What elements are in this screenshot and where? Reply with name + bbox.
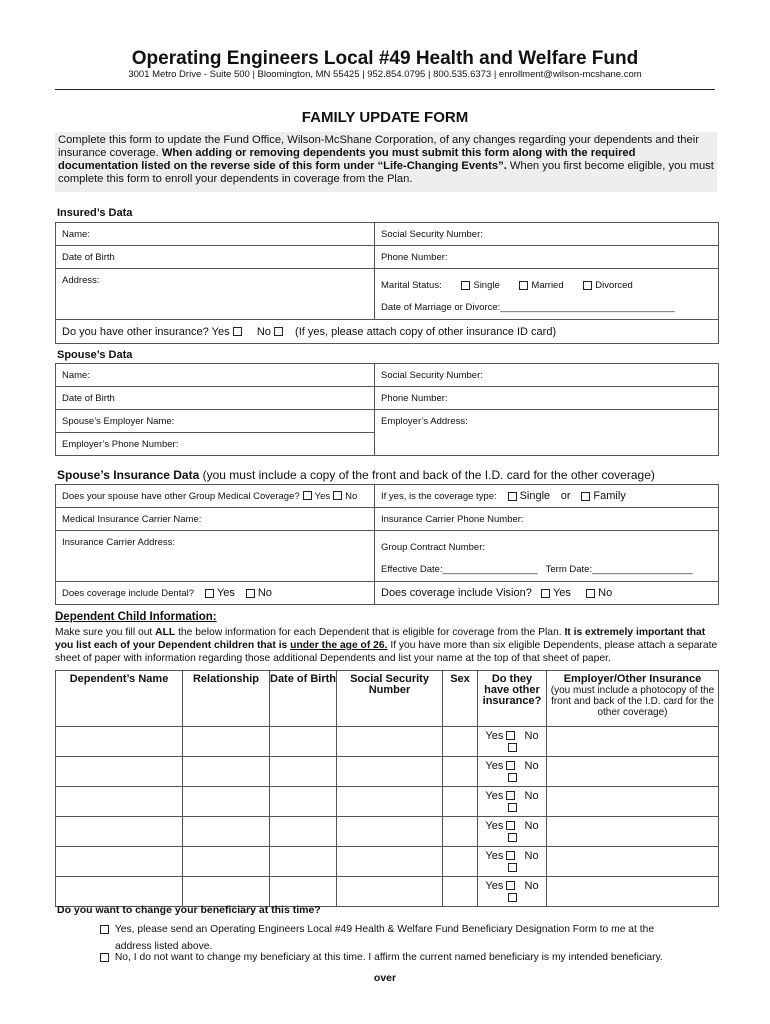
dependent-row (56, 877, 719, 907)
dep-employer-cell[interactable] (547, 727, 719, 757)
dep-ssn-cell[interactable] (337, 757, 443, 787)
insured-heading: Insured’s Data (57, 207, 133, 219)
dep-yes-checkbox[interactable] (506, 821, 515, 830)
fund-address: 3001 Metro Drive - Suite 500 | Bloomington, MN 55425 | 952.854.0795 | 800.535.6373 | enrollment@wilson-mcshane.com (128, 69, 642, 80)
insured-address-field[interactable]: Address: (56, 269, 375, 320)
dep-dob-cell[interactable] (270, 727, 337, 757)
dep-other-ins-cell[interactable]: Yes No (478, 787, 547, 817)
dep-ssn-cell[interactable] (337, 877, 443, 907)
dep-no-checkbox[interactable] (508, 773, 517, 782)
dep-sex-cell[interactable] (443, 877, 478, 907)
intro-bold: When adding or removing dependents you must submit this form along with the required documentation listed on the reverse side of this form under “Life-Changing Events”. (58, 147, 636, 172)
spouse-ssn-field[interactable]: Social Security Number: (375, 364, 719, 387)
spouse-table (55, 363, 719, 456)
beneficiary-yes-option: Yes, please send an Operating Engineers Local #49 Health & Welfare Fund Beneficiary Designation Form to me at the address listed above. (97, 921, 654, 955)
spouse-phone-field[interactable]: Phone Number: (375, 387, 719, 410)
insured-marital-field: Marital Status: Single Married Divorced Date of Marriage or Divorce:_________________________________ (375, 269, 719, 320)
intro-text-1: Complete this form to update the Fund Office, Wilson-McShane Corporation, of any changes regarding your dependents and their insurance coverage. (58, 134, 699, 159)
spouse-name-field[interactable]: Name: (56, 364, 375, 387)
dep-name-cell[interactable] (56, 847, 183, 877)
spouse-employer-field[interactable]: Spouse’s Employer Name: (56, 410, 375, 433)
dependent-row (56, 787, 719, 817)
dep-dob-cell[interactable] (270, 847, 337, 877)
insured-ssn-field[interactable]: Social Security Number: (375, 223, 719, 246)
dep-ssn-cell[interactable] (337, 787, 443, 817)
beneficiary-question: Do you want to change your beneficiary at this time? (57, 904, 321, 916)
other-ins-no-checkbox[interactable] (274, 327, 283, 336)
dep-no-checkbox[interactable] (508, 833, 517, 842)
fund-title: Operating Engineers Local #49 Health and Welfare Fund (131, 48, 639, 69)
dep-no-checkbox[interactable] (508, 893, 517, 902)
dep-other-ins-cell[interactable]: Yes No (478, 757, 547, 787)
insured-name-field[interactable]: Name: (56, 223, 375, 246)
dep-relationship-cell[interactable] (183, 877, 270, 907)
dep-name-cell[interactable] (56, 817, 183, 847)
dental-question: Does coverage include Dental? Yes No (56, 582, 375, 605)
dep-employer-cell[interactable] (547, 877, 719, 907)
effective-date-field[interactable]: Effective Date:__________________ (381, 564, 538, 575)
intro-paragraph (55, 132, 717, 192)
col-relationship: Relationship (183, 671, 270, 727)
beneficiary-no-checkbox[interactable] (100, 953, 109, 962)
dep-yes-checkbox[interactable] (506, 761, 515, 770)
spouse-heading: Spouse’s Data (57, 349, 133, 361)
dep-dob-cell[interactable] (270, 817, 337, 847)
employer-address-field[interactable]: Employer’s Address: (375, 410, 719, 456)
dep-sex-cell[interactable] (443, 847, 478, 877)
beneficiary-yes-checkbox[interactable] (100, 925, 109, 934)
dep-ssn-cell[interactable] (337, 817, 443, 847)
coverage-family-checkbox[interactable] (581, 492, 590, 501)
insured-table (55, 222, 719, 344)
dep-yes-checkbox[interactable] (506, 731, 515, 740)
dental-no-checkbox[interactable] (246, 589, 255, 598)
beneficiary-no-option: No, I do not want to change my beneficiary at this time. I affirm the current named beneficiary is my intended beneficiary. (97, 952, 663, 963)
spouse-dob-field[interactable]: Date of Birth (56, 387, 375, 410)
coverage-type-field: If yes, is the coverage type: Single or Family (375, 485, 719, 508)
dental-yes-checkbox[interactable] (205, 589, 214, 598)
divorced-checkbox[interactable] (583, 281, 592, 290)
marriage-date-field[interactable]: Date of Marriage or Divorce:_________________________________ (381, 302, 675, 313)
other-insurance-row: Do you have other insurance? Yes No (If yes, please attach copy of other insurance ID card) (56, 320, 719, 344)
col-name: Dependent’s Name (56, 671, 183, 727)
other-ins-yes-checkbox[interactable] (233, 327, 242, 336)
dep-other-ins-cell[interactable]: Yes No (478, 727, 547, 757)
group-coverage-question: Does your spouse have other Group Medical Coverage? Yes No (56, 485, 375, 508)
insured-phone-field[interactable]: Phone Number: (375, 246, 719, 269)
col-dob: Date of Birth (270, 671, 337, 727)
dep-other-ins-cell[interactable]: Yes No (478, 847, 547, 877)
dep-employer-cell[interactable] (547, 757, 719, 787)
dependent-heading: Dependent Child Information: (55, 611, 217, 623)
dep-relationship-cell[interactable] (183, 787, 270, 817)
over-label: over (373, 972, 397, 984)
dep-sex-cell[interactable] (443, 817, 478, 847)
group-contract-field[interactable]: Group Contract Number: Effective Date:__________________ Term Date:___________________ (375, 531, 719, 582)
dep-dob-cell[interactable] (270, 877, 337, 907)
dep-name-cell[interactable] (56, 727, 183, 757)
dependent-row (56, 817, 719, 847)
vision-no-checkbox[interactable] (586, 589, 595, 598)
married-checkbox[interactable] (519, 281, 528, 290)
col-employer: Employer/Other Insurance (you must include a photocopy of the front and back of the I.D. card for the other coverage) (547, 671, 719, 727)
header-rule (55, 89, 715, 90)
dep-relationship-cell[interactable] (183, 727, 270, 757)
dep-relationship-cell[interactable] (183, 757, 270, 787)
spouse-insurance-heading: Spouse’s Insurance Data (you must include a copy of the front and back of the I.D. card for the other coverage) (57, 468, 655, 482)
coverage-single-checkbox[interactable] (508, 492, 517, 501)
col-ssn: Social Security Number (337, 671, 443, 727)
vision-yes-checkbox[interactable] (541, 589, 550, 598)
col-other-insurance: Do they have other insurance? (478, 671, 547, 727)
carrier-address-field[interactable]: Insurance Carrier Address: (56, 531, 375, 582)
single-checkbox[interactable] (461, 281, 470, 290)
carrier-name-field[interactable]: Medical Insurance Carrier Name: (56, 508, 375, 531)
dep-other-ins-cell[interactable]: Yes No (478, 877, 547, 907)
dep-yes-checkbox[interactable] (506, 791, 515, 800)
form-title: FAMILY UPDATE FORM (301, 109, 469, 126)
dep-ssn-cell[interactable] (337, 727, 443, 757)
dependent-row (56, 727, 719, 757)
dep-yes-checkbox[interactable] (506, 851, 515, 860)
dep-relationship-cell[interactable] (183, 847, 270, 877)
group-yes-checkbox[interactable] (303, 491, 312, 500)
dependent-instructions: Make sure you fill out ALL the below information for each Dependent that is eligible for coverage from the Plan. It is extremely important that you list each of your Dependent children that is under the age of 26. If you have more than six eligible Dependents, please attach a separate sheet of paper with information regarding those additional Dependents and list your name at the top of that sheet of paper. (55, 627, 718, 664)
dep-relationship-cell[interactable] (183, 817, 270, 847)
dependent-table (55, 670, 719, 907)
dep-sex-cell[interactable] (443, 787, 478, 817)
dependent-header-row (56, 671, 719, 727)
vision-question: Does coverage include Vision? Yes No (375, 582, 719, 605)
dep-no-checkbox[interactable] (508, 863, 517, 872)
dependent-row (56, 847, 719, 877)
intro-text-2: When you first become eligible, you must complete this form to enroll your dependents in coverage from the Plan. (58, 160, 714, 185)
dependent-row (56, 757, 719, 787)
dep-name-cell[interactable] (56, 877, 183, 907)
dep-employer-cell[interactable] (547, 817, 719, 847)
dep-name-cell[interactable] (56, 787, 183, 817)
dep-dob-cell[interactable] (270, 757, 337, 787)
dep-sex-cell[interactable] (443, 727, 478, 757)
dep-no-checkbox[interactable] (508, 743, 517, 752)
dep-yes-checkbox[interactable] (506, 881, 515, 890)
dep-employer-cell[interactable] (547, 847, 719, 877)
carrier-phone-field[interactable]: Insurance Carrier Phone Number: (375, 508, 719, 531)
insured-dob-field[interactable]: Date of Birth (56, 246, 375, 269)
dep-employer-cell[interactable] (547, 787, 719, 817)
dep-ssn-cell[interactable] (337, 847, 443, 877)
dep-name-cell[interactable] (56, 757, 183, 787)
spouse-insurance-table (55, 484, 719, 605)
group-no-checkbox[interactable] (333, 491, 342, 500)
dep-dob-cell[interactable] (270, 787, 337, 817)
term-date-field[interactable]: Term Date:___________________ (545, 564, 693, 575)
employer-phone-field[interactable]: Employer’s Phone Number: (56, 433, 375, 456)
dep-other-ins-cell[interactable]: Yes No (478, 817, 547, 847)
col-sex: Sex (443, 671, 478, 727)
dep-sex-cell[interactable] (443, 757, 478, 787)
dep-no-checkbox[interactable] (508, 803, 517, 812)
